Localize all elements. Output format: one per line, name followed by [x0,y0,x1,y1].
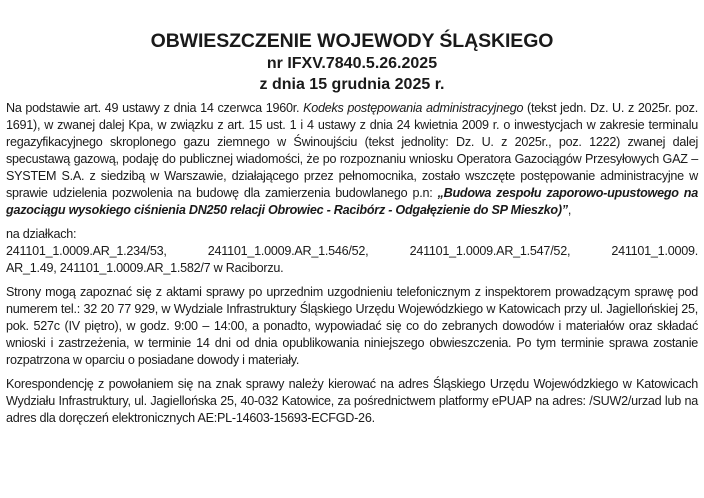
parcels-row-2: AR_1.49, 241101_1.0009.AR_1.582/7 w Raciborzu. [6,261,284,275]
parcel-number: 241101_1.0009. [611,244,698,258]
parcel-number: 241101_1.0009.AR_1.547/52, [409,244,571,258]
correspondence-paragraph: Korespondencję z powołaniem się na znak sprawy należy kierować na adres Śląskiego Urzędu Wojewódzkiego w Katowicach Wydziału Infrastruktury, ul. Jagiellońska 25, 40-032 Katowice, za pośrednictwem platformy ePUAP na adres: /SUW2/urzad lub na adres dla doręczeń elektronicznych AE:PL-14603-15693-ECFGD-26. [6,377,698,425]
parcel-number: 241101_1.0009.AR_1.234/53, [6,244,167,258]
code-title: Kodeks postępowania administracyjnego [303,101,524,115]
notice-title: OBWIESZCZENIE WOJEWODY ŚLĄSKIEGO [150,30,554,52]
legal-basis-paragraph [6,100,698,219]
parcels-row-1 [6,243,698,260]
project-name: „Budowa zespołu zaporowo-upustowego na gazociągu wysokiego ciśnienia DN250 relacji Obrowiec - Racibórz - Odgałęzienie do SP Mieszko)” [6,186,699,217]
legal-basis-body: (tekst jedn. Dz. U. z 2025r. poz. 1691), w zwanej dalej Kpa, w związku z art. 15 ust. 1 i 4 ustawy z dnia 24 kwietnia 2009 r. o inwestycjach w zakresie terminalu regazyfikacyjnego skroplonego gazu ziemnego w Świnoujściu (tekst jednolity: Dz. U. z 2025r., poz. 1222) zwanej dalej specustawą gazową, podaję do publicznej wiadomości, że po rozpoznaniu wniosku Operatora Gazociągów Przesyłowych GAZ – SYSTEM S.A. z siedzibą w Warszawie, działającego przez pełnomocnika, zostało wszczęte postępowanie administracyjne w sprawie udzielenia pozwolenia na budowę dla zamierzenia budowlanego p.n: [6,101,698,200]
notice-number: nr IFXV.7840.5.26.2025 [266,55,438,72]
parcel-number: 241101_1.0009.AR_1.546/52, [207,244,369,258]
notice-date: z dnia 15 grudnia 2025 r. [259,76,445,93]
legal-basis-end: , [567,203,572,217]
inspection-paragraph: Strony mogą zapoznać się z aktami sprawy po uprzednim uzgodnieniu telefonicznym z inspektorem prowadzącym sprawę pod numerem tel.: 32 20 77 929, w Wydziale Infrastruktury Śląskiego Urzędu Wojewódzkiego w Katowicach przy ul. Jagiellońskiej 25, pok. 527c (IV piętro), w godz. 9:00 – 14:00, a ponadto, wypowiadać się co do zebranych dowodów i materiałów oraz składać wnioski i zastrzeżenia, w terminie 14 dni od dnia opublikowania niniejszego obwieszczenia. Po tym terminie sprawa zostanie rozpatrzona w oparciu o posiadane dowody i materiały. [6,285,698,367]
legal-basis-text: Na podstawie art. 49 ustawy z dnia 14 czerwca 1960r. [6,101,304,115]
parcels-label: na działkach: [6,227,77,241]
